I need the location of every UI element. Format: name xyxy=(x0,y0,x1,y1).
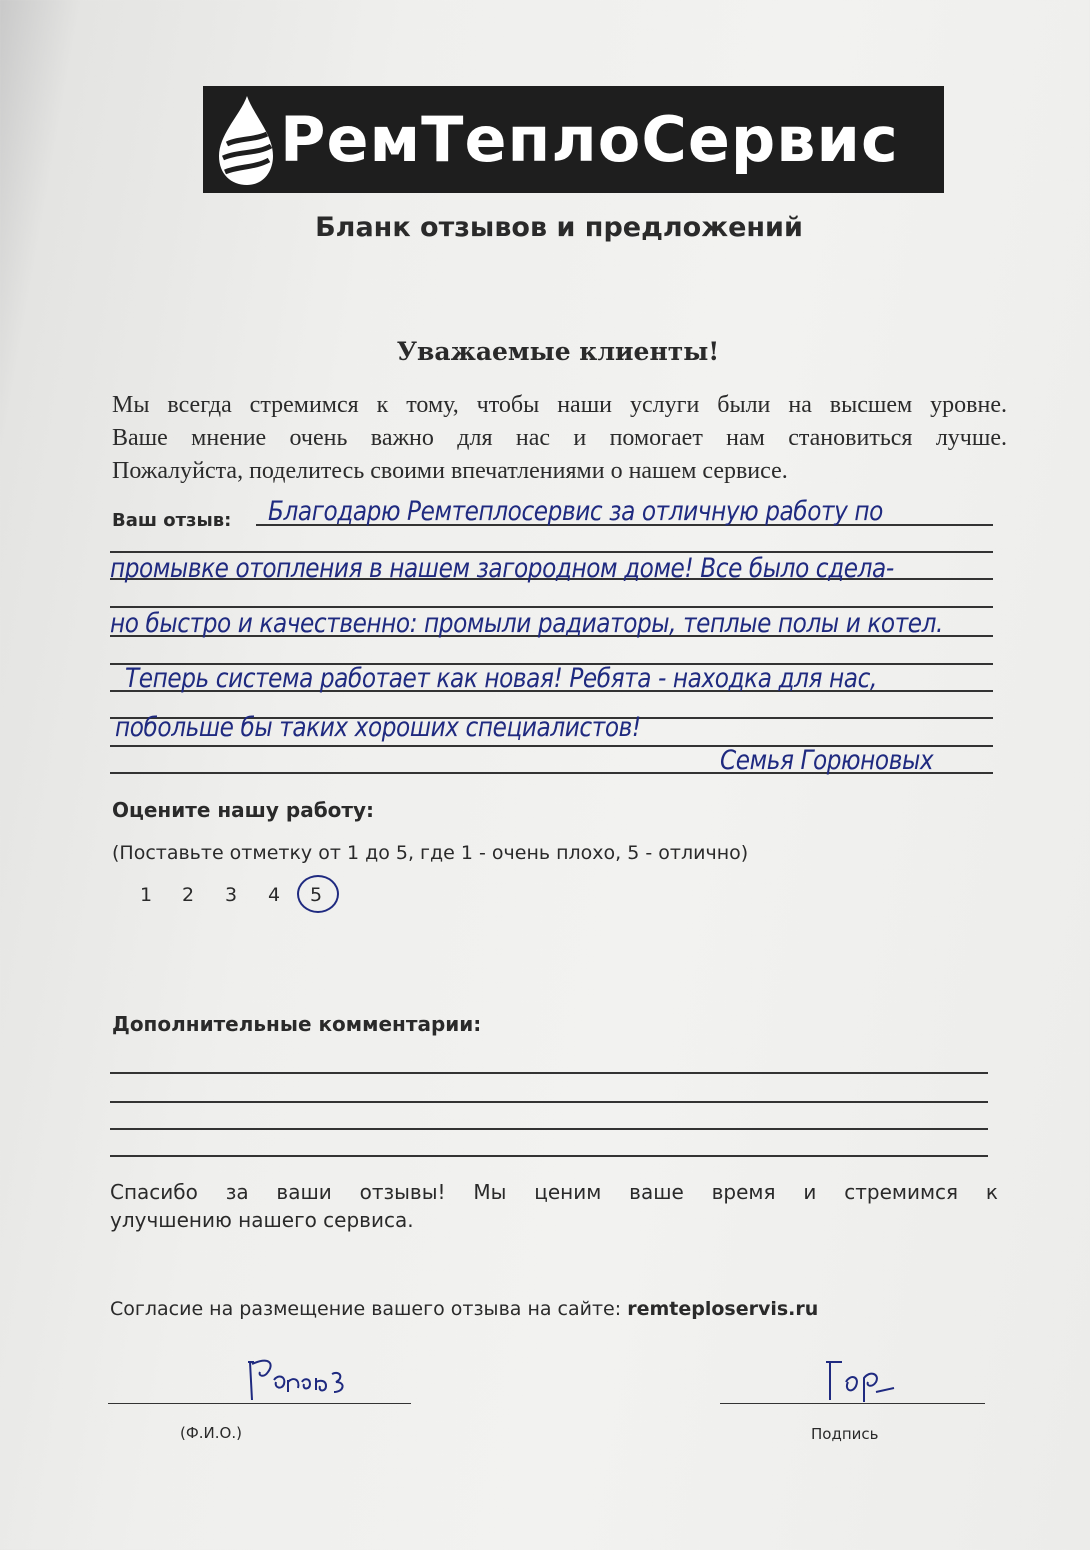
thanks-line-1: Спасибо за ваши отзывы! Мы ценим ваше время и стремимся к xyxy=(110,1180,998,1204)
flame-drop-icon xyxy=(213,94,277,187)
rating-option-5[interactable]: 5 xyxy=(310,884,323,906)
review-label: Ваш отзыв: xyxy=(112,510,232,531)
rating-hint: (Поставьте отметку от 1 до 5, где 1 - очень плохо, 5 - отлично) xyxy=(112,842,749,864)
additional-comments-label: Дополнительные комментарии: xyxy=(112,1012,482,1036)
rating-option-3[interactable]: 3 xyxy=(225,884,238,906)
intro-line-3: Пожалуйста, поделитесь своими впечатлениями о нашем сервисе. xyxy=(112,458,788,484)
comment-line xyxy=(110,1101,988,1103)
logo-text: РемТеплоСервис xyxy=(280,103,899,176)
signature-label: Подпись xyxy=(811,1425,879,1443)
consent-site-link[interactable]: remteploservis.ru xyxy=(627,1298,819,1320)
rating-selected-circle xyxy=(297,875,339,913)
review-handwriting-line: Теперь система работает как новая! Ребята - находка для нас, xyxy=(125,663,877,694)
intro-line-1: Мы всегда стремимся к тому, чтобы наши услуги были на высшем уровне. xyxy=(112,392,1007,418)
review-handwriting-line: Благодарю Ремтеплосервис за отличную работу по xyxy=(268,496,883,527)
comment-line xyxy=(110,1155,988,1157)
rating-option-2[interactable]: 2 xyxy=(182,884,195,906)
review-handwriting-line: побольше бы таких хороших специалистов! xyxy=(115,712,641,743)
review-handwriting-line: но быстро и качественно: промыли радиаторы, теплые полы и котел. xyxy=(110,608,944,639)
form-title: Бланк отзывов и предложений xyxy=(315,212,803,243)
review-handwriting-line: промывке отопления в нашем загородном доме! Все было сдела- xyxy=(110,553,894,584)
consent-text xyxy=(110,1298,818,1320)
rating-option-1[interactable]: 1 xyxy=(140,884,153,906)
comment-line xyxy=(110,1072,988,1074)
fio-handwritten-signature xyxy=(240,1352,360,1412)
thanks-line-2: улучшению нашего сервиса. xyxy=(110,1208,414,1232)
handwritten-signature xyxy=(820,1352,900,1412)
greeting-heading: Уважаемые клиенты! xyxy=(396,337,720,366)
consent-label: Согласие на размещение вашего отзыва на сайте: xyxy=(110,1298,622,1320)
rating-label: Оцените нашу работу: xyxy=(112,798,375,822)
intro-line-2: Ваше мнение очень важно для нас и помогает нам становиться лучше. xyxy=(112,425,1007,451)
fio-label: (Ф.И.О.) xyxy=(180,1424,242,1442)
comment-line xyxy=(110,1128,988,1130)
rating-option-4[interactable]: 4 xyxy=(268,884,281,906)
review-signoff: Семья Горюновых xyxy=(720,745,934,776)
